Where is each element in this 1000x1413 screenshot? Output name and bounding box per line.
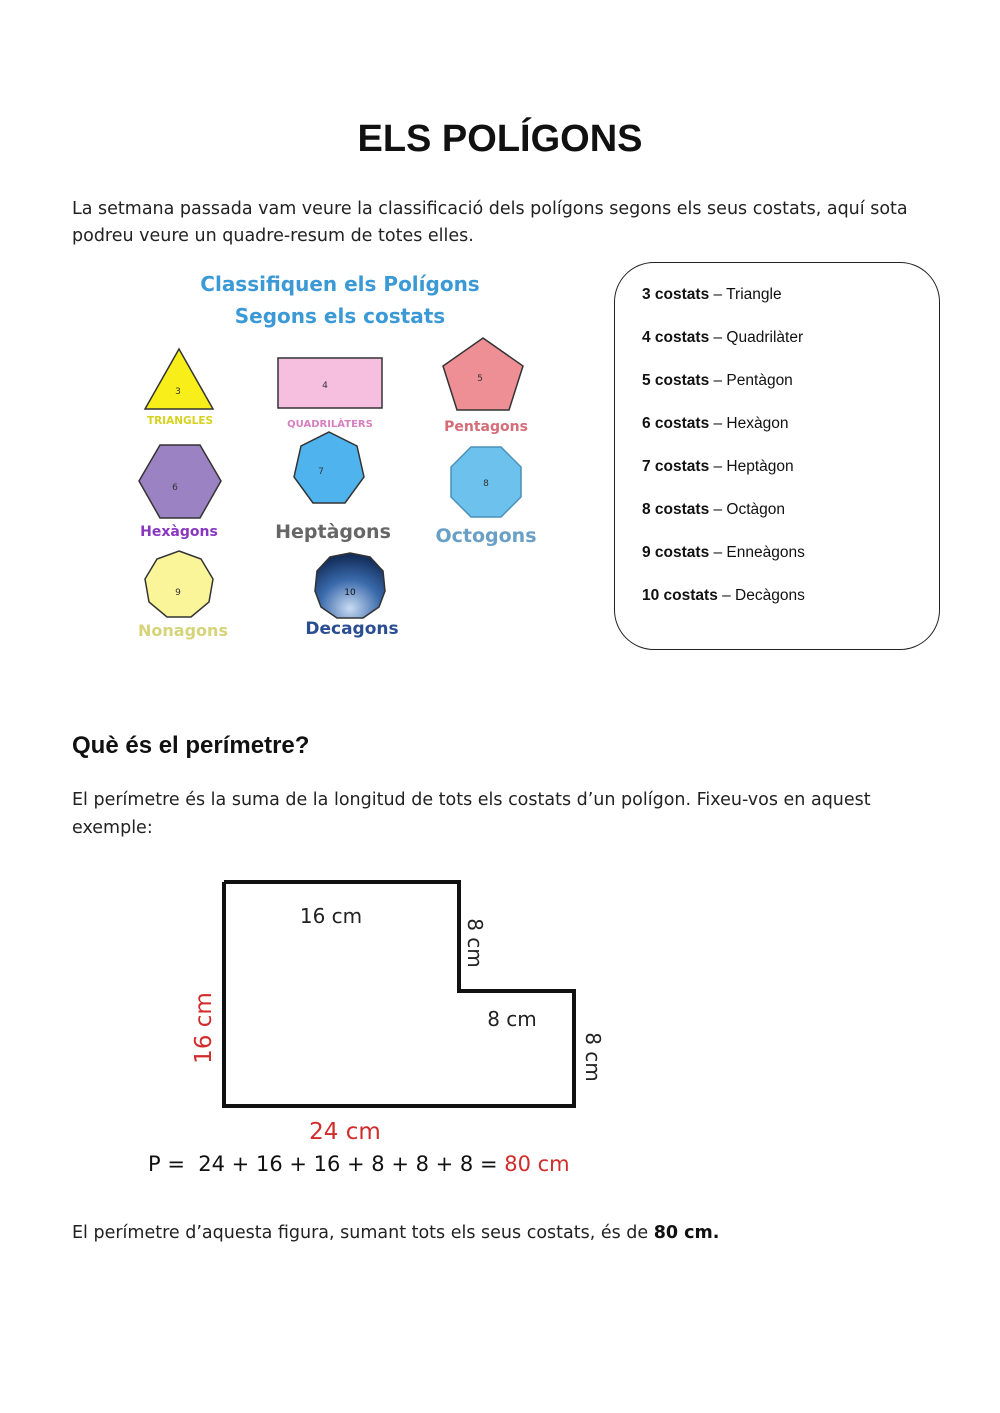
hexagon-label: Hexàgons bbox=[140, 524, 218, 540]
page-title: ELS POLÍGONS bbox=[357, 118, 643, 160]
heptagon-label: Heptàgons bbox=[275, 521, 391, 543]
quadrilateral-label: QUADRILÀTERS bbox=[287, 419, 373, 430]
heptagon-number: 7 bbox=[318, 467, 324, 477]
sides-row-5: 5 costats – Pentàgon bbox=[642, 372, 793, 389]
inner-vertical-label: 8 cm bbox=[463, 918, 487, 968]
perimeter-formula: P = 24 + 16 + 16 + 8 + 8 + 8 = 80 cm bbox=[148, 1152, 570, 1176]
sides-summary-box bbox=[614, 262, 940, 650]
octagon-label: Octogons bbox=[435, 525, 537, 547]
perimeter-figure bbox=[140, 855, 640, 1185]
top-side-label: 16 cm bbox=[299, 904, 363, 928]
heptagon-shape bbox=[294, 432, 364, 503]
quadrilateral-number: 4 bbox=[322, 381, 328, 391]
sides-row-4: 4 costats – Quadrilàter bbox=[642, 329, 804, 346]
quadrilateral-shape bbox=[278, 358, 382, 408]
triangle-number: 3 bbox=[175, 387, 181, 397]
decagon-number: 10 bbox=[344, 588, 356, 598]
pentagon-label: Pentagons bbox=[444, 419, 528, 435]
pentagon-number: 5 bbox=[477, 374, 483, 384]
pentagon-shape bbox=[443, 338, 523, 410]
left-side-label: 16 cm bbox=[191, 992, 217, 1064]
nonagon-number: 9 bbox=[175, 588, 181, 598]
conclusion-paragraph: El perímetre d’aquesta figura, sumant tots els seus costats, és de 80 cm. bbox=[72, 1223, 720, 1243]
intro-paragraph: La setmana passada vam veure la classificació dels polígons segons els seus costats, aquí sota podreu veure un quadre-resum de totes elles. bbox=[72, 199, 908, 246]
decagon-label: Decagons bbox=[305, 619, 399, 639]
inner-horizontal-label: 8 cm bbox=[487, 1007, 537, 1031]
hexagon-shape bbox=[139, 445, 221, 518]
conclusion-value: 80 cm. bbox=[653, 1223, 720, 1243]
sides-row-8: 8 costats – Octàgon bbox=[642, 501, 786, 518]
bottom-side-label: 24 cm bbox=[309, 1119, 381, 1145]
sides-row-9: 9 costats – Enneàgons bbox=[642, 544, 805, 561]
right-side-label: 8 cm bbox=[581, 1032, 605, 1082]
perimeter-paragraph: El perímetre és la suma de la longitud de tots els costats d’un polígon. Fixeu-vos en aquest exemple: bbox=[72, 790, 871, 838]
sides-row-10: 10 costats – Decàgons bbox=[642, 587, 805, 604]
nonagon-shape bbox=[145, 551, 213, 617]
classification-heading-2: Segons els costats bbox=[234, 304, 446, 328]
sides-row-6: 6 costats – Hexàgon bbox=[642, 415, 789, 432]
classification-heading-1: Classifiquen els Polígons bbox=[200, 272, 480, 296]
nonagon-label: Nonagons bbox=[138, 621, 228, 640]
sides-row-3: 3 costats – Triangle bbox=[642, 286, 782, 303]
triangle-label: TRIANGLES bbox=[146, 415, 214, 427]
l-shape-outline bbox=[224, 882, 574, 1106]
triangle-shape bbox=[145, 349, 213, 409]
sides-row-7: 7 costats – Heptàgon bbox=[642, 458, 794, 475]
polygon-classification-image bbox=[130, 265, 550, 655]
hexagon-number: 6 bbox=[172, 483, 178, 493]
decagon-shape bbox=[315, 553, 385, 618]
octagon-number: 8 bbox=[483, 479, 489, 489]
perimeter-heading: Què és el perímetre? bbox=[72, 732, 310, 759]
